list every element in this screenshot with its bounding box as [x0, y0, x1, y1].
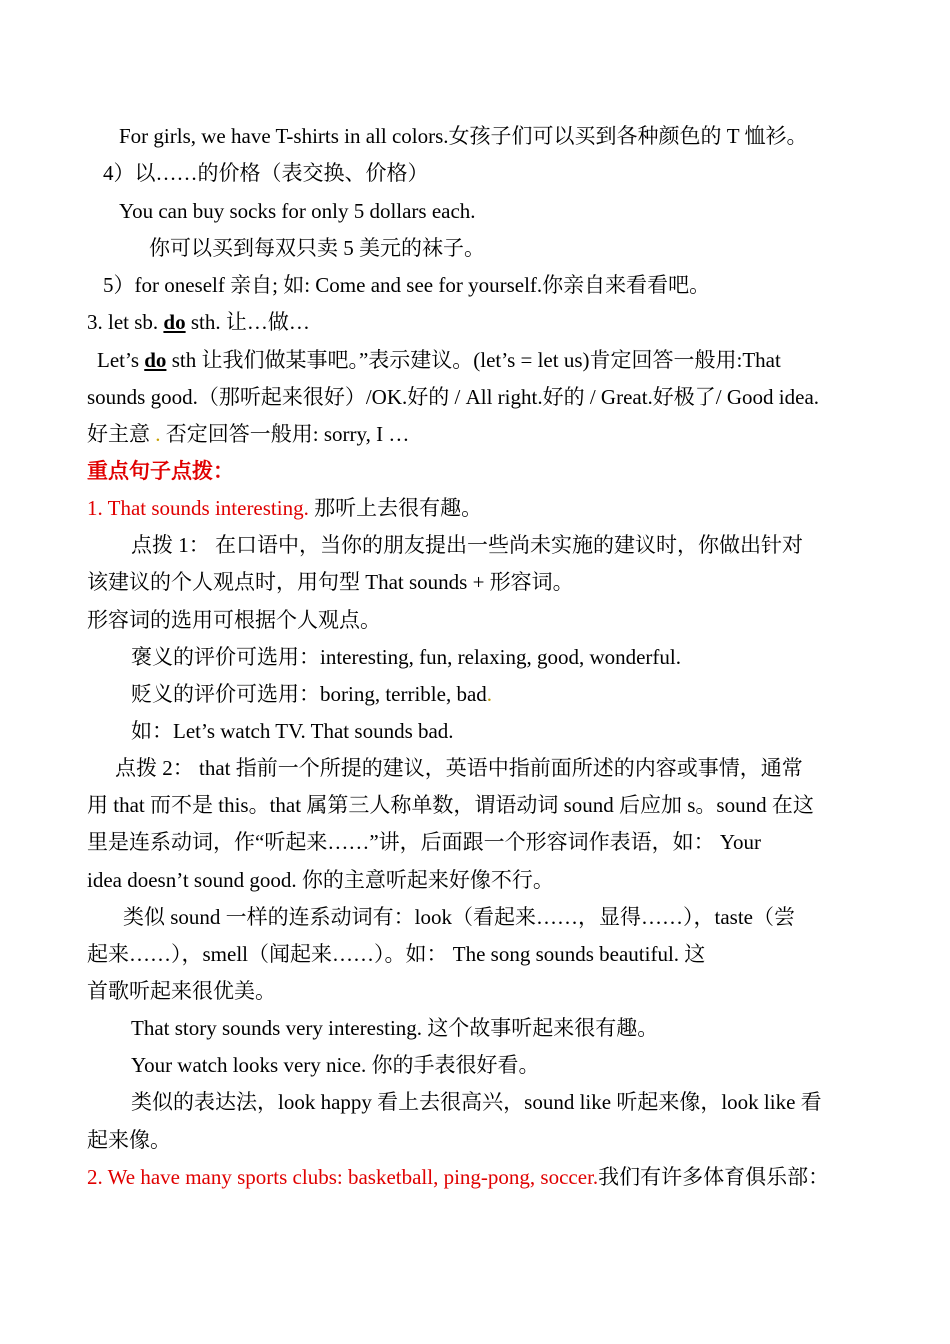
underlined-bold-word: do: [144, 348, 167, 372]
text-line: 如：Let’s watch TV. That sounds bad.: [131, 719, 454, 743]
text-span: sth. 让…做…: [185, 310, 310, 334]
text-line: [87, 1162, 829, 1192]
text-line: idea doesn’t sound good. 你的主意听起来好像不行。: [87, 868, 554, 892]
text-line: That story sounds very interesting. 这个故事听起来很有趣。: [131, 1016, 659, 1040]
text-line: [87, 493, 482, 523]
text-span: 我们有许多体育俱乐部：: [598, 1165, 830, 1189]
text-line: sounds good.（那听起来很好）/OK.好的 / All right.好的 / Great.好极了/ Good idea.: [87, 385, 820, 409]
key-sentence: 1. That sounds interesting.: [87, 496, 309, 520]
text-line: 首歌听起来很优美。: [87, 979, 276, 1003]
section-heading: 重点句子点拨：: [87, 459, 234, 483]
key-sentence: 2. We have many sports clubs: basketball, ping-pong, soccer.: [87, 1165, 599, 1189]
text-line: [97, 345, 781, 375]
text-line: [87, 307, 310, 337]
text-line: 该建议的个人观点时，用句型 That sounds + 形容词。: [87, 570, 574, 594]
text-line: 起来像。: [87, 1128, 171, 1152]
text-line: 类似 sound 一样的连系动词有：look（看起来……，显得……），taste（尝: [123, 905, 795, 929]
colored-dot: .: [486, 682, 493, 706]
text-line: 点拨 2： that 指前一个所提的建议，英语中指前面所述的内容或事情，通常: [115, 756, 803, 780]
text-line: 褒义的评价可选用：interesting, fun, relaxing, good, wonderful.: [131, 645, 681, 669]
text-span: Let’s: [97, 348, 145, 372]
text-line: 用 that 而不是 this。that 属第三人称单数，谓语动词 sound 后应加 s。sound 在这: [87, 793, 814, 817]
text-span: 否定回答一般用: sorry, I …: [160, 422, 410, 446]
underlined-bold-word: do: [163, 310, 186, 334]
text-span: 贬义的评价可选用：boring, terrible, bad: [131, 682, 487, 706]
text-line: For girls, we have T-shirts in all colors.女孩子们可以买到各种颜色的 T 恤衫。: [119, 124, 808, 148]
text-line: 你可以买到每双只卖 5 美元的袜子。: [149, 236, 485, 260]
text-line: 类似的表达法，look happy 看上去很高兴，sound like 听起来像，look like 看: [131, 1090, 822, 1114]
text-line: [87, 419, 409, 449]
text-span: sth 让我们做某事吧。”表示建议。(let’s = let us)肯定回答一般用:That: [166, 348, 781, 372]
colored-dot: .: [155, 422, 161, 446]
text-span: 3. let sb.: [87, 310, 164, 334]
text-line: [131, 679, 492, 709]
text-line: 5）for oneself 亲自; 如: Come and see for yourself.你亲自来看看吧。: [103, 273, 711, 297]
text-line: 里是连系动词，作“听起来……”讲，后面跟一个形容词作表语，如： Your: [87, 830, 761, 854]
text-span: 那听上去很有趣。: [308, 496, 483, 520]
text-line: 点拨 1： 在口语中，当你的朋友提出一些尚未实施的建议时，你做出针对: [131, 533, 803, 557]
text-line: 起来……），smell（闻起来……）。如： The song sounds beautiful. 这: [87, 942, 706, 966]
text-line: You can buy socks for only 5 dollars each.: [119, 199, 476, 223]
text-span: 好主意: [87, 422, 156, 446]
text-line: Your watch looks very nice. 你的手表很好看。: [131, 1053, 540, 1077]
text-line: 4）以……的价格（表交换、价格）: [103, 161, 429, 185]
text-line: 形容词的选用可根据个人观点。: [87, 608, 381, 632]
